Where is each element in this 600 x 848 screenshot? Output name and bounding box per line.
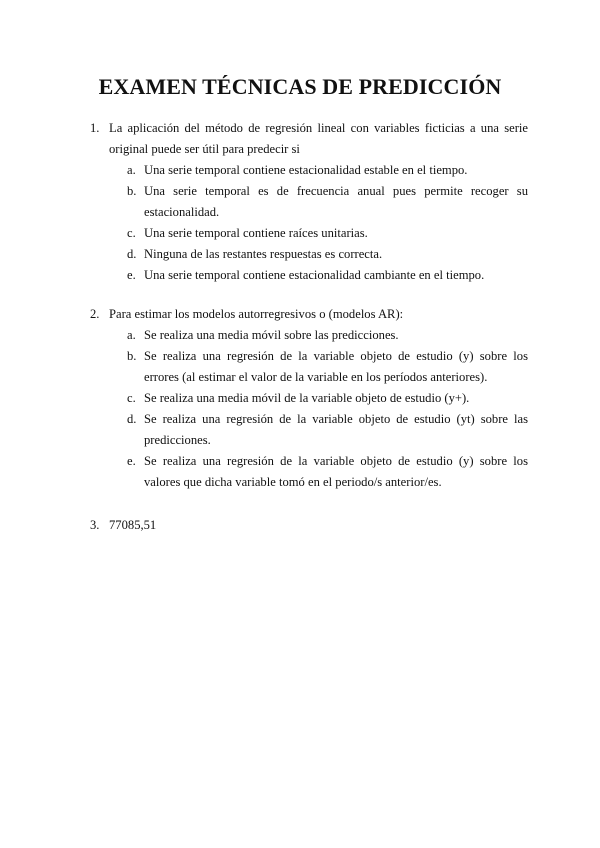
option-letter: d. bbox=[127, 247, 137, 261]
question-1 bbox=[90, 118, 528, 286]
question-2 bbox=[90, 304, 528, 493]
option-text: Una serie temporal es de frecuencia anual pues permite recoger su estacionalidad. bbox=[144, 184, 528, 219]
option-letter: b. bbox=[127, 349, 137, 363]
option-item bbox=[127, 346, 528, 388]
option-item bbox=[127, 160, 528, 181]
option-letter: b. bbox=[127, 184, 137, 198]
option-list bbox=[90, 325, 528, 493]
option-text: Una serie temporal contiene estacionalidad estable en el tiempo. bbox=[144, 163, 468, 177]
option-list bbox=[90, 160, 528, 286]
option-item bbox=[127, 451, 528, 493]
option-text: Ninguna de las restantes respuestas es correcta. bbox=[144, 247, 383, 261]
option-text: Se realiza una media móvil sobre las predicciones. bbox=[144, 328, 399, 342]
option-letter: e. bbox=[127, 268, 136, 282]
option-text: Se realiza una media móvil de la variable objeto de estudio (y+). bbox=[144, 391, 470, 405]
question-number: 3. bbox=[90, 518, 100, 532]
option-item bbox=[127, 244, 528, 265]
question-3 bbox=[90, 515, 528, 536]
option-text: Se realiza una regresión de la variable objeto de estudio (y) sobre los errores (al estimar el valor de la variable en los períodos anteriores). bbox=[144, 349, 528, 384]
option-letter: c. bbox=[127, 391, 136, 405]
option-text: Una serie temporal contiene estacionalidad cambiante en el tiempo. bbox=[144, 268, 485, 282]
option-letter: a. bbox=[127, 163, 136, 177]
option-letter: d. bbox=[127, 412, 137, 426]
option-item bbox=[127, 409, 528, 451]
question-text: Para estimar los modelos autorregresivos o (modelos AR): bbox=[109, 307, 404, 321]
option-text: Se realiza una regresión de la variable objeto de estudio (y) sobre los valores que dicha variable tomó en el periodo/s anterior/es. bbox=[144, 454, 528, 489]
question-number: 2. bbox=[90, 307, 100, 321]
option-item bbox=[127, 265, 528, 286]
option-item bbox=[127, 223, 528, 244]
option-item bbox=[127, 388, 528, 409]
option-text: Una serie temporal contiene raíces unitarias. bbox=[144, 226, 368, 240]
question-number: 1. bbox=[90, 121, 100, 135]
option-letter: c. bbox=[127, 226, 136, 240]
question-text: La aplicación del método de regresión lineal con variables ficticias a una serie original puede ser útil para predecir si bbox=[109, 121, 528, 156]
option-letter: a. bbox=[127, 328, 136, 342]
option-item bbox=[127, 325, 528, 346]
question-text: 77085,51 bbox=[109, 518, 157, 532]
option-item bbox=[127, 181, 528, 223]
option-letter: e. bbox=[127, 454, 136, 468]
option-text: Se realiza una regresión de la variable objeto de estudio (yt) sobre las predicciones. bbox=[144, 412, 528, 447]
page-title: EXAMEN TÉCNICAS DE PREDICCIÓN bbox=[98, 74, 502, 99]
